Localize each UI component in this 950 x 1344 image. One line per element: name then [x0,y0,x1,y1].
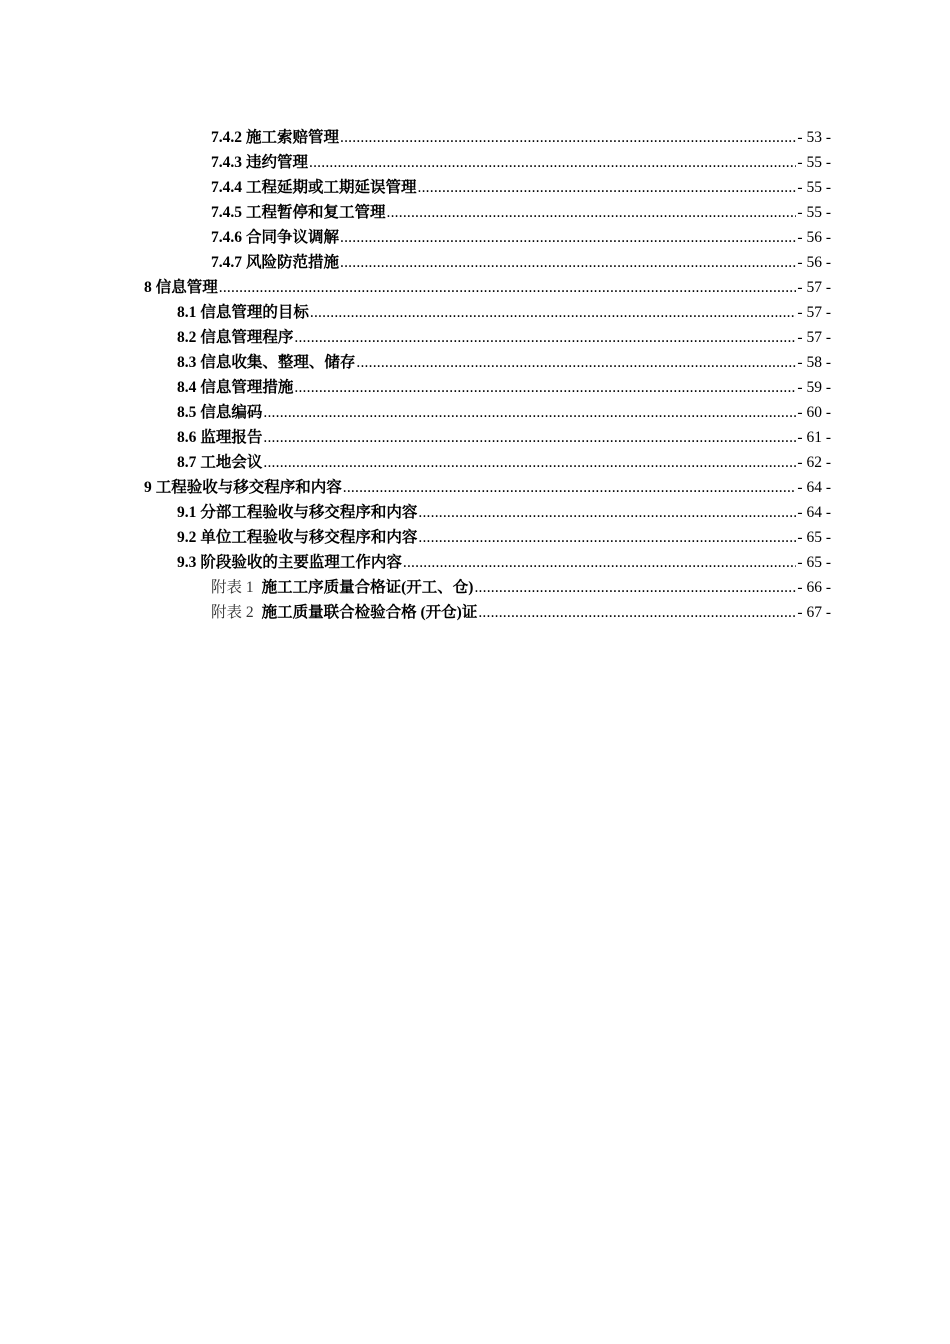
dot-leader [309,150,796,175]
toc-entry-title: 施工索赔管理 [246,129,340,146]
toc-entry[interactable] [177,300,950,325]
toc-entry-text [177,325,293,350]
toc-entry-text [144,475,342,500]
toc-entry-title: 工程延期或工期延误管理 [246,179,417,196]
toc-entry-text [144,275,218,300]
dot-leader [263,425,796,450]
toc-entry-number: 8.7 [177,454,197,471]
toc-entry[interactable] [211,250,950,275]
toc-entry-title: 工程验收与移交程序和内容 [155,479,342,496]
toc-entry[interactable] [211,600,950,625]
toc-entry-title: 分部工程验收与移交程序和内容 [200,504,418,521]
toc-entry-text [211,175,417,200]
toc-entry-number: 7.4.2 [211,129,242,146]
toc-entry-page: - 57 - [797,329,831,346]
toc-entry-text [211,250,339,275]
toc-entry-number: 7.4.3 [211,154,242,171]
toc-entry-prefix: 附表 1 [211,579,254,596]
toc-entry-text [177,425,262,450]
toc-entry-number: 8.5 [177,404,197,421]
toc-entry-page: - 67 - [797,604,831,621]
toc-entry-text [211,200,386,225]
toc-entry-title: 信息管理 [155,279,218,296]
toc-entry[interactable] [177,450,950,475]
toc-entry-number: 8.3 [177,354,197,371]
toc-entry-page: - 65 - [797,554,831,571]
toc-entry-page: - 56 - [797,229,831,246]
toc-entry-number: 7.4.4 [211,179,242,196]
toc-entry-number: 8.2 [177,329,197,346]
toc-entry[interactable] [177,425,950,450]
toc-entry-title: 信息管理程序 [200,329,294,346]
toc-entry[interactable] [177,525,950,550]
toc-entry-text [177,450,262,475]
toc-entry-title: 施工质量联合检验合格 (开仓)证 [261,604,478,621]
toc-entry-text [177,350,355,375]
toc-entry-page: - 66 - [797,579,831,596]
toc-entry-text [211,225,339,250]
toc-entry-title: 合同争议调解 [246,229,340,246]
toc-entry[interactable] [177,350,950,375]
dot-leader [340,225,796,250]
toc-entry-text [177,300,309,325]
toc-entry-page: - 56 - [797,254,831,271]
dot-leader [403,550,797,575]
toc-entry-title: 违约管理 [246,154,309,171]
toc-entry[interactable] [211,575,950,600]
toc-entry-page: - 62 - [797,454,831,471]
toc-entry-title: 信息管理的目标 [200,304,309,321]
toc-entry-page: - 58 - [797,354,831,371]
toc-entry-text [211,125,339,150]
toc-entry-text [211,600,477,625]
dot-leader [310,300,797,325]
toc-entry-number: 9.1 [177,504,197,521]
dot-leader [340,125,796,150]
dot-leader [343,475,797,500]
dot-leader [219,275,797,300]
dot-leader [418,525,796,550]
toc-entry-number: 8 [144,279,152,296]
toc-entry-text [177,500,417,525]
toc-entry-page: - 60 - [797,404,831,421]
toc-entry-prefix: 附表 2 [211,604,254,621]
toc-entry-text [177,400,262,425]
toc-entry-title: 单位工程验收与移交程序和内容 [200,529,418,546]
toc-entry-text [177,375,293,400]
toc-entry-number: 7.4.5 [211,204,242,221]
toc-entry[interactable] [211,150,950,175]
toc-entry[interactable] [144,275,950,300]
toc-entry-text [177,525,417,550]
dot-leader [356,350,796,375]
toc-entry-number: 8.4 [177,379,197,396]
toc-entry-title: 信息管理措施 [200,379,294,396]
toc-entry-number: 7.4.7 [211,254,242,271]
toc-entry[interactable] [177,325,950,350]
dot-leader [387,200,797,225]
toc-entry-page: - 55 - [797,179,831,196]
toc-entry-title: 工程暂停和复工管理 [246,204,386,221]
toc-entry-page: - 55 - [797,154,831,171]
toc-entry-page: - 64 - [797,479,831,496]
toc-entry-title: 信息编码 [200,404,263,421]
dot-leader [418,175,797,200]
toc-entry[interactable] [211,200,950,225]
toc-entry-page: - 57 - [797,304,831,321]
toc-entry-title: 施工工序质量合格证(开工、仓) [261,579,474,596]
toc-entry[interactable] [144,475,950,500]
dot-leader [294,375,796,400]
table-of-contents [0,125,950,625]
dot-leader [263,450,796,475]
toc-entry-number: 9.2 [177,529,197,546]
toc-entry[interactable] [177,375,950,400]
toc-entry-number: 9 [144,479,152,496]
toc-entry-number: 7.4.6 [211,229,242,246]
toc-entry-number: 9.3 [177,554,197,571]
dot-leader [340,250,796,275]
toc-entry-title: 信息收集、整理、储存 [200,354,356,371]
toc-entry[interactable] [177,500,950,525]
toc-entry-title: 工地会议 [200,454,263,471]
toc-entry-page: - 64 - [797,504,831,521]
dot-leader [474,575,796,600]
toc-entry-title: 阶段验收的主要监理工作内容 [200,554,402,571]
toc-entry-title: 风险防范措施 [246,254,340,271]
dot-leader [294,325,796,350]
toc-entry[interactable] [211,225,950,250]
toc-entry-page: - 57 - [797,279,831,296]
toc-entry-text [211,150,308,175]
toc-entry-number: 8.1 [177,304,197,321]
toc-entry[interactable] [177,550,950,575]
toc-entry-number: 8.6 [177,429,197,446]
toc-entry-page: - 61 - [797,429,831,446]
toc-entry[interactable] [177,400,950,425]
toc-entry-title: 监理报告 [200,429,263,446]
toc-entry-text [211,575,473,600]
toc-entry[interactable] [211,125,950,150]
toc-entry[interactable] [211,175,950,200]
toc-entry-text [177,550,402,575]
toc-entry-page: - 59 - [797,379,831,396]
toc-entry-page: - 53 - [797,129,831,146]
toc-entry-page: - 55 - [797,204,831,221]
dot-leader [478,600,796,625]
dot-leader [263,400,796,425]
dot-leader [418,500,796,525]
toc-entry-page: - 65 - [797,529,831,546]
